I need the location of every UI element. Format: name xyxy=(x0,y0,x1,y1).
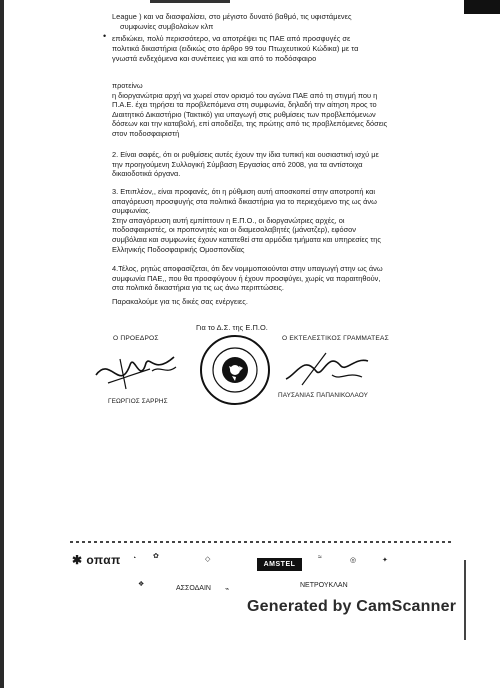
secretary-role: Ο ΕΚΤΕΛΕΣΤΙΚΟΣ ΓΡΑΜΜΑΤΕΑΣ xyxy=(282,335,389,342)
opap-label: οπαπ xyxy=(86,553,121,567)
text-line: Ελληνικής Ποδοσφαιρικής Ομοσπονδίας xyxy=(112,244,245,254)
text-line: στον ποδοσφαιριστή xyxy=(112,128,180,138)
amstel-logo: AMSTEL xyxy=(257,558,302,571)
text-line: 3. Επιπλέον,, είναι προφανές, ότι η ρύθμιση αυτή αποσκοπεί στην αποτροπή και xyxy=(112,187,376,196)
sponsor-logo-icon: ❖ xyxy=(138,581,145,588)
sponsor-logo-icon: ≈ xyxy=(318,554,322,561)
sponsor-logo-icon: ⌁ xyxy=(225,586,230,593)
text-line: δικαιοδοτικά όργανα. xyxy=(112,169,181,179)
scan-top-artifact xyxy=(150,0,230,3)
sponsor-logo-icon: ◔ xyxy=(132,555,137,562)
text-line: γνωστά ενδεχόμενα και συνέπειες για και από το ποδόσφαιρο xyxy=(112,54,317,63)
scan-corner-mark xyxy=(464,0,500,14)
text-line: 2. Είναι σαφές, ότι οι ρυθμίσεις αυτές έχουν την ίδια τυπική και ουσιαστική ισχύ με xyxy=(112,150,379,159)
sponsor-logo-small: ΑΣΣΟΔΑΙΝ xyxy=(176,585,211,592)
text-line: δόσεων και την καταβολή, επί αποδείξει, της πρώτης από τις προβλεπόμενες δόσεις xyxy=(112,119,388,129)
text-line: Π.Α.Ε. έχει τηρήσει τα προβλεπόμενα στη συμφωνία, δηλαδή την αίτηση προς το xyxy=(112,100,377,110)
federation-seal-icon xyxy=(199,334,271,406)
paragraph-proposal xyxy=(112,81,412,139)
paragraph-3 xyxy=(112,187,412,254)
text-line: προτείνω xyxy=(112,81,143,90)
sponsor-logo-small: ΝΕΤΡΟΥΚΛΑΝ xyxy=(300,582,348,589)
president-role: Ο ΠΡΟΕΔΡΟΣ xyxy=(113,335,159,342)
text-line: ποδοσφαιριστές, οι προπονητές και οι διαμεσολαβητές (μάνατζερ), εφόσον xyxy=(112,225,356,235)
text-line: συμφωνία ΠΑΕ,, που θα προσφύγουν ή έχουν προσφύγει, χωρίς να παραιτηθούν, xyxy=(112,273,381,283)
text-line: την προηγούμενη Συλλογική Σύμβαση Εργασίας από 2008, για τα αντίστοιχα xyxy=(112,159,363,169)
president-signature xyxy=(90,345,180,395)
text-line: απαγόρευση προσφυγής στα πολιτικά δικαστήρια για το περιεχόμενο της ως άνω xyxy=(112,196,377,206)
text-line: 4.Τέλος, ρητώς αποφασίζεται, ότι δεν νομιμοποιούνται στην υπαγωγή στην ως άνω xyxy=(112,264,383,273)
scan-left-edge xyxy=(0,0,4,688)
camscanner-watermark: Generated by CamScanner xyxy=(247,598,457,615)
footer-divider xyxy=(70,541,452,543)
secretary-signature xyxy=(282,345,372,390)
paragraph-4 xyxy=(112,264,412,293)
scan-right-edge xyxy=(464,560,466,640)
text-line: η διοργανώτρια αρχή να χωρεί στον ορισμό του αγώνα ΠΑΕ από τη στιγμή που η xyxy=(112,90,378,100)
text-line: συμβόλαια και συμφωνίες έχουν κατατεθεί στα αρμόδια τμήματα και υπηρεσίες της xyxy=(112,234,381,244)
text-line: Στην απαγόρευση αυτή εμπίπτουν η Ε.Π.Ο., οι διοργανώτριες αρχές, οι xyxy=(112,215,345,225)
text-line: συμφωνίας. xyxy=(112,206,151,216)
text-line: League ) και να διασφαλίσει, στο μέγιστο δυνατό βαθμό, τις υφιστάμενες xyxy=(112,12,352,21)
secretary-name: ΠΑΥΣΑΝΙΑΣ ΠΑΠΑΝΙΚΟΛΑΟΥ xyxy=(278,392,368,399)
president-name: ΓΕΩΡΓΙΟΣ ΣΑΡΡΗΣ xyxy=(108,398,168,405)
closing-line: Παρακαλούμε για τις δικές σας ενέργειες. xyxy=(112,297,248,306)
signature-header: Για το Δ.Σ. της Ε.Π.Ο. xyxy=(196,323,268,332)
sponsor-logo-icon: ◎ xyxy=(350,557,357,564)
text-line: πολιτικά δικαστήρια (ειδικώς στο άρθρο 99 του Πτωχευτικού Κώδικα) με τα xyxy=(112,44,359,53)
text-line: Διαιτητικό Δικαστήριο (Τακτικό) για υπαγωγή στις ρυθμίσεις των προβλεπόμενων xyxy=(112,109,376,119)
text-line: στα πολιτικά δικαστήρια για τις ως άνω περιπτώσεις. xyxy=(112,283,284,293)
text-line: συμφωνίες συμβολαίων κλπ xyxy=(120,22,214,31)
sponsor-logo-icon: ◇ xyxy=(205,556,211,563)
text-line: επιδιώκει, πολύ περισσότερο, να αποτρέψει τις ΠΑΕ από προσφυγές σε xyxy=(112,34,351,43)
sponsor-logo-icon: ✦ xyxy=(382,557,388,564)
paragraph-2 xyxy=(112,150,412,179)
bullet-icon: • xyxy=(103,31,107,41)
opap-logo: ✱ οπαπ xyxy=(72,553,121,567)
sponsor-logo-icon: ✿ xyxy=(153,553,159,560)
